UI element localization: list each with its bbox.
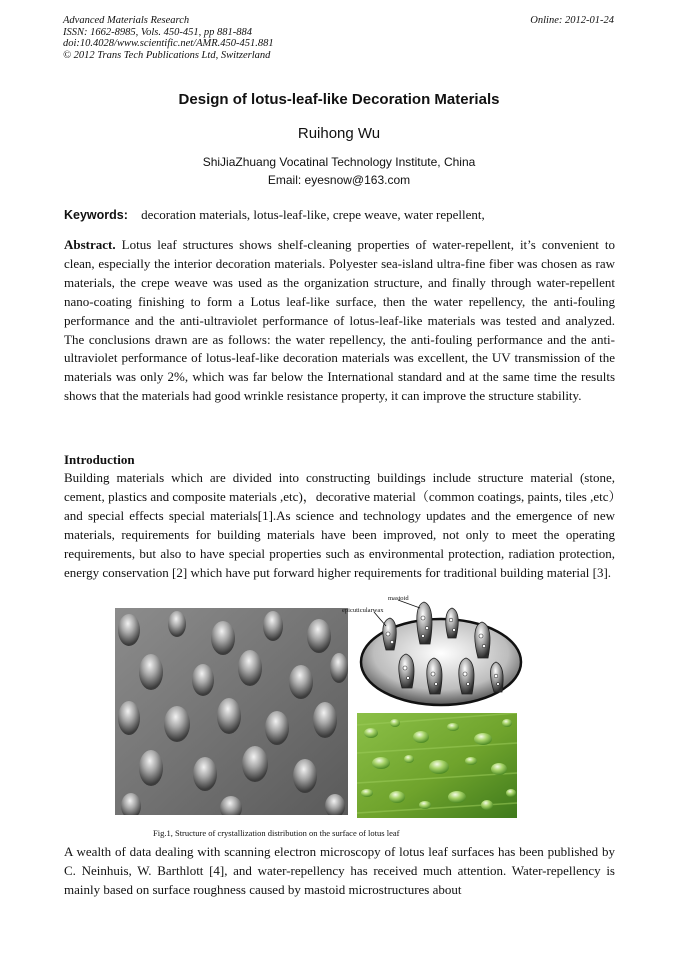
paper-title: Design of lotus-leaf-like Decoration Materials [178,91,500,108]
journal-copyright: © 2012 Trans Tech Publications Ltd, Switzerland [63,49,271,61]
journal-doi: doi:10.4028/www.scientific.net/AMR.450-451.881 [63,38,274,49]
abstract-label: Abstract. [64,237,116,252]
mastoid-label: mastoid [388,595,409,602]
lotus-leaf-water-drops-photo [357,713,517,818]
author-email: Email: eyesnow@163.com [267,173,411,187]
keywords [64,207,485,223]
affiliation-line: ShiJiaZhuang Vocatinal Technology Institute, China [202,155,476,169]
lotus-surface-schematic [338,592,528,712]
figure-caption: Fig.1, Structure of crystallization distribution on the surface of lotus leaf [153,828,400,838]
introduction-heading: Introduction [64,452,135,467]
journal-name: Advanced Materials Research [63,15,190,26]
journal-meta [63,15,274,61]
abstract [64,236,615,406]
keywords-text: decoration materials, lotus-leaf-like, crepe weave, water repellent, [141,207,485,222]
introduction-text: Building materials which are divided into constructing buildings include structure material (stone, cement, plastics and composite materials ,etc)，decorative material（common coatings, paints, tiles ,etc）and special effects special materials[1].As science and technology updates and the emergence of new materials, requirements for building materials have been improved, not only to meet the operating requirements, but also to have special properties such as environmental protection, radiation protection, energy conservation [2] which have put forward higher requirements for traditional building material [3]. [64,470,615,580]
paper-author: Ruihong Wu [297,125,381,142]
epicuticular-wax-label: epicuticularwax [342,607,384,614]
sem-micrograph [115,608,348,815]
keywords-label: Keywords: [64,208,128,222]
abstract-text: Lotus leaf structures shows shelf-cleaning properties of water-repellent, it’s convenient to clean, especially the interior decoration materials. Polyester sea-island ultra-fine fiber was chosen as raw materials, the crepe weave was used as the organization structure, and finally through water-repellent nano-coating finishing to form a Lotus leaf-like surface, then the water repellency, the anti-fouling performance and the anti-ultraviolet performance of lotus-leaf-like materials was tested and analyzed. The conclusions drawn are as follows: the water repellency, the anti-fouling performance and the anti-ultraviolet performance of lotus-leaf-like decoration materials was excellent, the UV transmission of the materials was only 2%, which was far below the International standard and at the same time the results shows that the materials had good wrinkle resistance property, it can improve the structure stability. [64,237,615,404]
author-affiliation [0,153,678,189]
online-date: Online: 2012-01-24 [530,15,614,26]
body-paragraph: A wealth of data dealing with scanning electron microscopy of lotus leaf surfaces has been published by C. Neinhuis, W. Barthlott [4], and water-repellency has received much attention. Water-repellency is mainly based on surface roughness caused by mastoid microstructures about [64,844,615,897]
journal-issn: ISSN: 1662-8985, Vols. 450-451, pp 881-884 [63,26,252,38]
